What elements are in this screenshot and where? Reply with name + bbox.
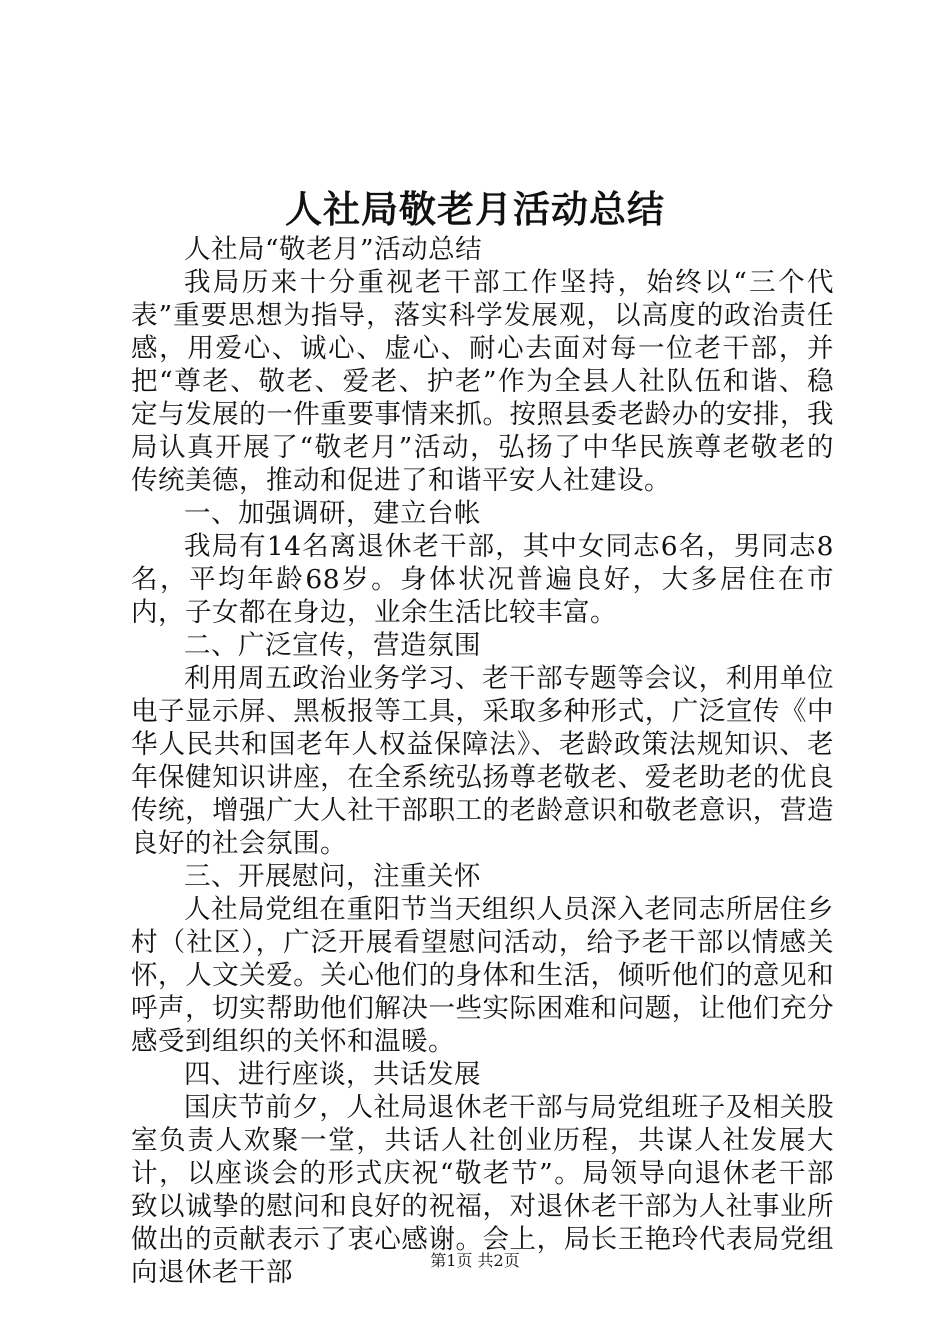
section-heading-3: 三、开展慰问，注重关怀 bbox=[184, 861, 481, 892]
subtitle-line: 人社局“敬老月”活动总结 bbox=[184, 234, 483, 265]
section-heading-2: 二、广泛宣传，营造氛围 bbox=[184, 630, 481, 661]
document-body bbox=[131, 233, 834, 1289]
document-title: 人社局敬老月活动总结 bbox=[285, 187, 665, 231]
page-number-footer: 第1页 共2页 bbox=[430, 1251, 520, 1270]
section-paragraph-4: 国庆节前夕，人社局退休老干部与局党组班子及相关股室负责人欢聚一堂，共话人社创业历程，共谋人社发展大计，以座谈会的形式庆祝“敬老节”。局领导向退休老干部致以诚挚的慰问和良好的祝福，对退休老干部为人社事业所做出的贡献表示了衷心感谢。会上，局长王艳玲代表局党组向退休老干部 bbox=[131, 1092, 834, 1288]
section-paragraph-3: 人社局党组在重阳节当天组织人员深入老同志所居住乡村（社区），广泛开展看望慰问活动，给予老干部以情感关怀，人文关爱。关心他们的身体和生活，倾听他们的意见和呼声，切实帮助他们解决一些实际困难和问题，让他们充分感受到组织的关怀和温暖。 bbox=[131, 894, 834, 1057]
section-heading-1: 一、加强调研，建立台帐 bbox=[184, 498, 481, 529]
intro-paragraph: 我局历来十分重视老干部工作坚持，始终以“三个代表”重要思想为指导，落实科学发展观，以高度的政治责任感，用爱心、诚心、虚心、耐心去面对每一位老干部，并把“尊老、敬老、爱老、护老”作为全县人社队伍和谐、稳定与发展的一件重要事情来抓。按照县委老龄办的安排，我局认真开展了“敬老月”活动，弘扬了中华民族尊老敬老的传统美德，推动和促进了和谐平安人社建设。 bbox=[131, 267, 834, 496]
section-paragraph-1: 我局有14名离退休老干部，其中女同志6名，男同志8名，平均年龄68岁。身体状况普遍良好，大多居住在市内，子女都在身边，业余生活比较丰富。 bbox=[131, 531, 834, 628]
section-heading-4: 四、进行座谈，共话发展 bbox=[184, 1059, 481, 1090]
section-paragraph-2: 利用周五政治业务学习、老干部专题等会议，利用单位电子显示屏、黑板报等工具，采取多种形式，广泛宣传《中华人民共和国老年人权益保障法》、老龄政策法规知识、老年保健知识讲座，在全系统弘扬尊老敬老、爱老助老的优良传统，增强广大人社干部职工的老龄意识和敬老意识，营造良好的社会氛围。 bbox=[131, 663, 834, 859]
